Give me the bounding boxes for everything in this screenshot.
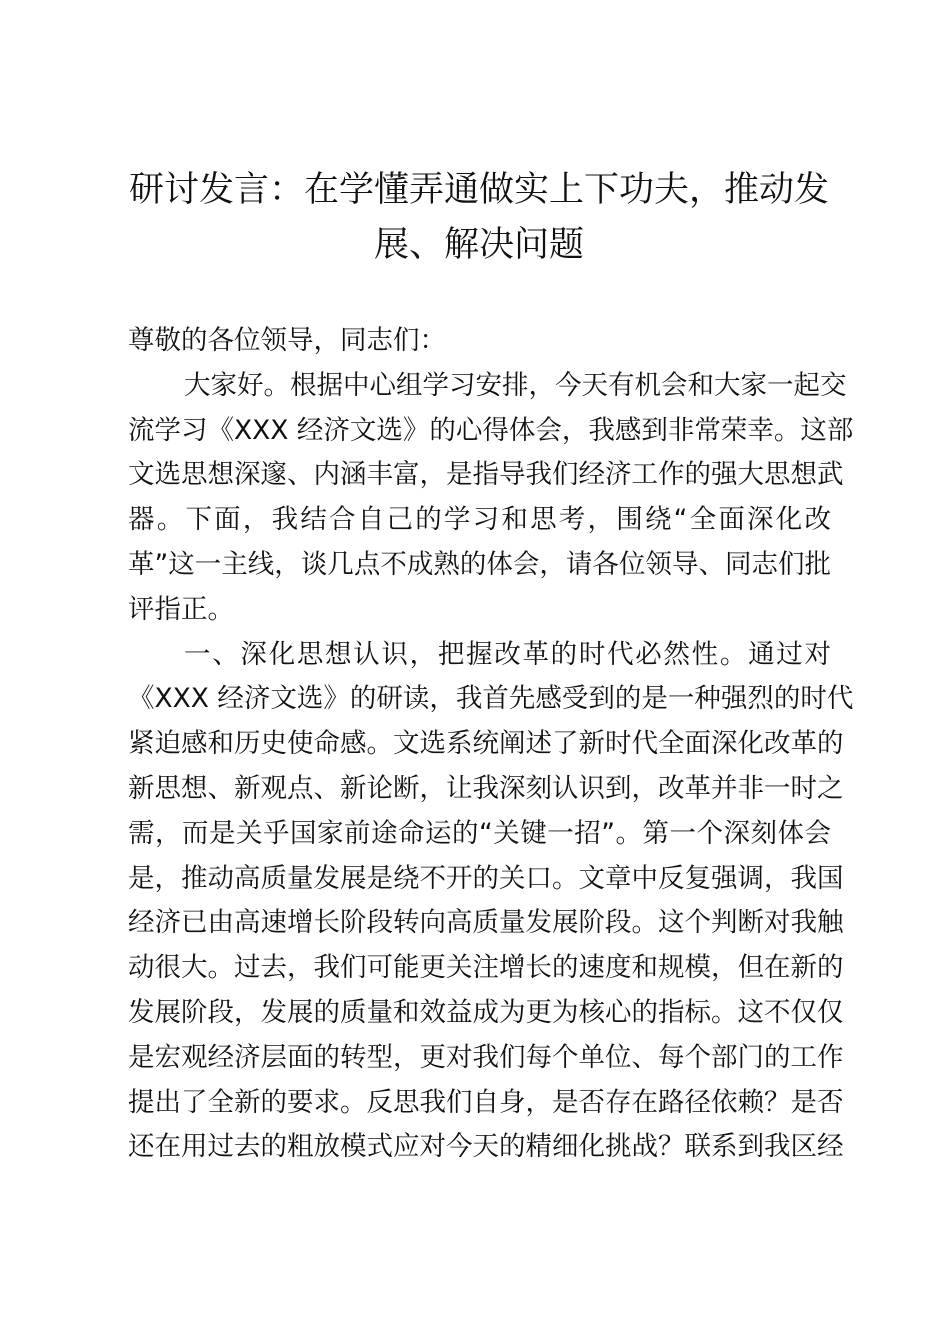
text-line: 新思想、新观点、新论断，让我深刻认识到，改革并非一时之 (128, 772, 844, 804)
salutation: 尊敬的各位领导，同志们： (128, 325, 446, 356)
text-line: 流学习《XXX 经济文选》的心得体会，我感到非常荣幸。这部 (128, 414, 854, 446)
text-line: 经济已由高速增长阶段转向高质量发展阶段。这个判断对我触 (128, 907, 844, 939)
text-line: 《XXX 经济文选》的研读，我首先感受到的是一种强烈的时代 (128, 683, 854, 715)
text-line: 大家好。根据中心组学习安排，今天有机会和大家一起交 (184, 369, 847, 401)
text-line: 需，而是关乎国家前途命运的“关键一招”。第一个深刻体会 (128, 817, 831, 849)
text-line: 器。下面，我结合自己的学习和思考，围绕“全面深化改 (128, 504, 831, 536)
document-body (128, 319, 854, 1170)
text-line: 还在用过去的粗放模式应对今天的精细化挑战？联系到我区经 (128, 1131, 844, 1163)
text-line: 一、深化思想认识，把握改革的时代必然性。通过对 (184, 638, 831, 670)
text-line: 发展阶段，发展的质量和效益成为更为核心的指标。这不仅仅 (128, 996, 844, 1028)
title-line: 展、解决问题 (373, 225, 584, 265)
text-line: 紧迫感和历史使命感。文选系统阐述了新时代全面深化改革的 (128, 728, 844, 760)
text-line: 革”这一主线，谈几点不成熟的体会，请各位领导、同志们批 (128, 548, 831, 580)
text-line: 动很大。过去，我们可能更关注增长的速度和规模，但在新的 (128, 952, 844, 984)
text-line: 是宏观经济层面的转型，更对我们每个单位、每个部门的工作 (128, 1041, 844, 1073)
title-line: 研讨发言：在学懂弄通做实上下功夫，推动发 (128, 170, 829, 210)
text-line: 提出了全新的要求。反思我们自身，是否存在路径依赖？是否 (128, 1086, 844, 1118)
text-line: 文选思想深邃、内涵丰富，是指导我们经济工作的强大思想武 (128, 459, 844, 491)
text-line: 评指正。 (128, 593, 234, 625)
document-title (118, 163, 840, 273)
text-line: 是，推动高质量发展是绕不开的关口。文章中反复强调，我国 (128, 862, 844, 894)
paragraph-lines (128, 364, 854, 1170)
